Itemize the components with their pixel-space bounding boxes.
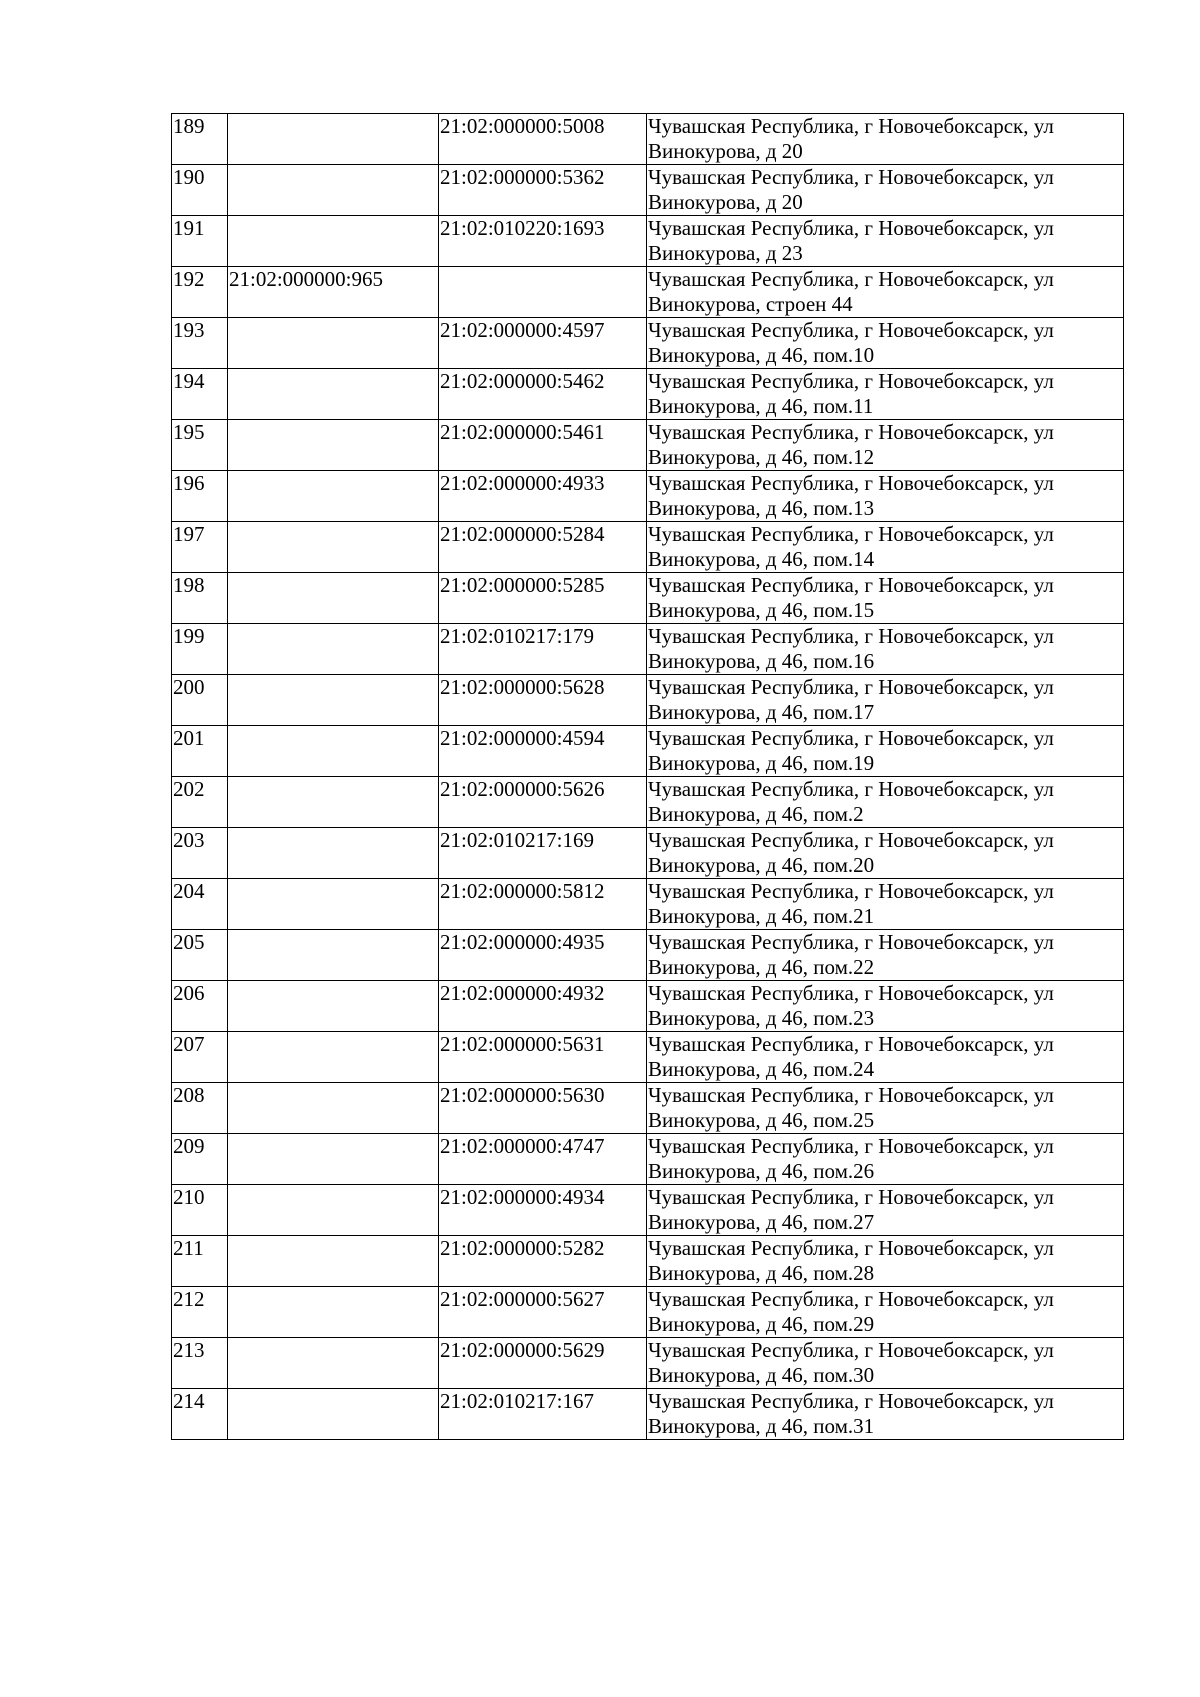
row-number-cell: 203 [172, 828, 228, 879]
row-number-cell: 190 [172, 165, 228, 216]
address-line: Винокурова, д 46, пом.29 [648, 1312, 875, 1336]
address-line: Винокурова, д 46, пом.21 [648, 904, 875, 928]
row-number-cell: 198 [172, 573, 228, 624]
row-number-cell: 194 [172, 369, 228, 420]
address-line: Чувашская Республика, г Новочебоксарск, ул [648, 216, 1054, 240]
address-line: Чувашская Республика, г Новочебоксарск, ул [648, 318, 1054, 342]
table-row [172, 318, 1124, 369]
address-line: Чувашская Республика, г Новочебоксарск, ул [648, 726, 1054, 750]
row-number-cell: 204 [172, 879, 228, 930]
cadastral-number-cell: 21:02:000000:965 [228, 267, 439, 318]
cadastral-number-cell: 21:02:000000:4934 [439, 1185, 647, 1236]
cadastral-number-cell: 21:02:000000:5285 [439, 573, 647, 624]
cadastral-number-cell: 21:02:000000:4933 [439, 471, 647, 522]
cadastral-number-cell: 21:02:010217:179 [439, 624, 647, 675]
address-line: Чувашская Республика, г Новочебоксарск, ул [648, 114, 1054, 138]
address-line: Чувашская Республика, г Новочебоксарск, ул [648, 981, 1054, 1005]
address-cell [647, 114, 1124, 165]
cadastral-number-cell [228, 318, 439, 369]
cadastral-number-cell: 21:02:000000:5462 [439, 369, 647, 420]
address-line: Винокурова, д 46, пом.23 [648, 1006, 875, 1030]
row-number-cell: 197 [172, 522, 228, 573]
cadastral-number-cell [228, 1134, 439, 1185]
address-line: Винокурова, д 46, пом.12 [648, 445, 875, 469]
cadastral-number-cell: 21:02:000000:5284 [439, 522, 647, 573]
table-row [172, 1134, 1124, 1185]
table-row [172, 1083, 1124, 1134]
cadastral-number-cell [228, 726, 439, 777]
address-line: Винокурова, д 46, пом.31 [648, 1414, 875, 1438]
table-body [172, 114, 1124, 1440]
address-line: Чувашская Республика, г Новочебоксарск, ул [648, 522, 1054, 546]
cadastral-number-cell [228, 828, 439, 879]
address-cell [647, 777, 1124, 828]
table-row [172, 828, 1124, 879]
address-line: Чувашская Республика, г Новочебоксарск, ул [648, 624, 1054, 648]
table-row [172, 726, 1124, 777]
address-cell [647, 420, 1124, 471]
address-line: Чувашская Республика, г Новочебоксарск, ул [648, 828, 1054, 852]
row-number-cell: 200 [172, 675, 228, 726]
cadastral-number-cell: 21:02:000000:5461 [439, 420, 647, 471]
row-number-cell: 205 [172, 930, 228, 981]
cadastral-number-cell: 21:02:000000:4932 [439, 981, 647, 1032]
row-number-cell: 199 [172, 624, 228, 675]
table-row [172, 1338, 1124, 1389]
cadastral-number-cell [228, 573, 439, 624]
cadastral-number-cell [228, 675, 439, 726]
address-cell [647, 318, 1124, 369]
table-row [172, 267, 1124, 318]
address-cell [647, 216, 1124, 267]
address-line: Чувашская Республика, г Новочебоксарск, ул [648, 1185, 1054, 1209]
address-line: Чувашская Республика, г Новочебоксарск, ул [648, 777, 1054, 801]
cadastral-number-cell: 21:02:000000:4747 [439, 1134, 647, 1185]
address-line: Винокурова, д 46, пом.13 [648, 496, 875, 520]
address-line: Винокурова, д 46, пом.2 [648, 802, 864, 826]
cadastral-number-cell: 21:02:010217:169 [439, 828, 647, 879]
address-cell [647, 1083, 1124, 1134]
cadastral-number-cell [228, 930, 439, 981]
table-row [172, 879, 1124, 930]
cadastral-number-cell [228, 1287, 439, 1338]
address-line: Чувашская Республика, г Новочебоксарск, ул [648, 879, 1054, 903]
table-row [172, 573, 1124, 624]
row-number-cell: 201 [172, 726, 228, 777]
address-line: Чувашская Республика, г Новочебоксарск, ул [648, 1338, 1054, 1362]
address-line: Винокурова, д 46, пом.10 [648, 343, 875, 367]
table-row [172, 624, 1124, 675]
table-row [172, 165, 1124, 216]
address-line: Винокурова, д 46, пом.19 [648, 751, 875, 775]
address-line: Винокурова, д 46, пом.14 [648, 547, 875, 571]
address-line: Чувашская Республика, г Новочебоксарск, ул [648, 420, 1054, 444]
table-row [172, 1287, 1124, 1338]
row-number-cell: 211 [172, 1236, 228, 1287]
address-line: Винокурова, д 46, пом.20 [648, 853, 875, 877]
cadastral-number-cell: 21:02:010217:167 [439, 1389, 647, 1440]
address-line: Винокурова, д 46, пом.17 [648, 700, 875, 724]
address-cell [647, 828, 1124, 879]
cadastral-number-cell: 21:02:000000:5626 [439, 777, 647, 828]
row-number-cell: 209 [172, 1134, 228, 1185]
address-line: Чувашская Республика, г Новочебоксарск, ул [648, 1032, 1054, 1056]
table-row [172, 471, 1124, 522]
row-number-cell: 195 [172, 420, 228, 471]
address-cell [647, 726, 1124, 777]
address-cell [647, 1389, 1124, 1440]
cadastral-number-cell: 21:02:000000:5628 [439, 675, 647, 726]
table-row [172, 522, 1124, 573]
table-row [172, 777, 1124, 828]
address-line: Чувашская Республика, г Новочебоксарск, ул [648, 165, 1054, 189]
address-cell [647, 1032, 1124, 1083]
address-line: Чувашская Республика, г Новочебоксарск, ул [648, 1287, 1054, 1311]
address-line: Винокурова, д 46, пом.16 [648, 649, 875, 673]
address-line: Винокурова, д 46, пом.25 [648, 1108, 875, 1132]
cadastral-number-cell: 21:02:000000:5812 [439, 879, 647, 930]
address-cell [647, 573, 1124, 624]
cadastral-number-cell [228, 1083, 439, 1134]
address-cell [647, 675, 1124, 726]
address-cell [647, 624, 1124, 675]
address-cell [647, 471, 1124, 522]
cadastral-number-cell [228, 777, 439, 828]
address-line: Чувашская Республика, г Новочебоксарск, ул [648, 1134, 1054, 1158]
table-row [172, 930, 1124, 981]
property-table [171, 113, 1124, 1440]
cadastral-number-cell [228, 420, 439, 471]
address-line: Чувашская Республика, г Новочебоксарск, ул [648, 1236, 1054, 1260]
cadastral-number-cell: 21:02:000000:5008 [439, 114, 647, 165]
address-line: Чувашская Республика, г Новочебоксарск, ул [648, 930, 1054, 954]
cadastral-number-cell [228, 1185, 439, 1236]
cadastral-number-cell [228, 114, 439, 165]
row-number-cell: 214 [172, 1389, 228, 1440]
address-cell [647, 1287, 1124, 1338]
address-line: Винокурова, д 46, пом.26 [648, 1159, 875, 1183]
cadastral-number-cell [228, 471, 439, 522]
cadastral-number-cell [228, 1236, 439, 1287]
address-cell [647, 369, 1124, 420]
row-number-cell: 196 [172, 471, 228, 522]
row-number-cell: 202 [172, 777, 228, 828]
address-line: Винокурова, д 46, пом.27 [648, 1210, 875, 1234]
table-row [172, 216, 1124, 267]
table-row [172, 420, 1124, 471]
address-cell [647, 1236, 1124, 1287]
address-line: Винокурова, д 20 [648, 139, 803, 163]
row-number-cell: 207 [172, 1032, 228, 1083]
table-row [172, 114, 1124, 165]
table-row [172, 1389, 1124, 1440]
address-line: Чувашская Республика, г Новочебоксарск, ул [648, 267, 1054, 291]
table-row [172, 675, 1124, 726]
cadastral-number-cell [228, 879, 439, 930]
address-line: Чувашская Республика, г Новочебоксарск, ул [648, 471, 1054, 495]
address-cell [647, 165, 1124, 216]
cadastral-number-cell [228, 1338, 439, 1389]
address-line: Чувашская Республика, г Новочебоксарск, ул [648, 1389, 1054, 1413]
cadastral-number-cell [228, 369, 439, 420]
cadastral-number-cell: 21:02:000000:4935 [439, 930, 647, 981]
table-row [172, 1032, 1124, 1083]
address-line: Винокурова, д 46, пом.11 [648, 394, 874, 418]
cadastral-number-cell: 21:02:000000:5627 [439, 1287, 647, 1338]
row-number-cell: 210 [172, 1185, 228, 1236]
address-line: Винокурова, д 20 [648, 190, 803, 214]
address-line: Винокурова, д 46, пом.30 [648, 1363, 875, 1387]
row-number-cell: 193 [172, 318, 228, 369]
cadastral-number-cell: 21:02:000000:4597 [439, 318, 647, 369]
cadastral-number-cell [228, 165, 439, 216]
cadastral-number-cell: 21:02:000000:4594 [439, 726, 647, 777]
address-line: Чувашская Республика, г Новочебоксарск, ул [648, 573, 1054, 597]
cadastral-number-cell: 21:02:000000:5362 [439, 165, 647, 216]
cadastral-number-cell: 21:02:000000:5629 [439, 1338, 647, 1389]
cadastral-number-cell [228, 522, 439, 573]
cadastral-number-cell [228, 1032, 439, 1083]
address-cell [647, 267, 1124, 318]
row-number-cell: 191 [172, 216, 228, 267]
row-number-cell: 189 [172, 114, 228, 165]
address-cell [647, 522, 1124, 573]
row-number-cell: 206 [172, 981, 228, 1032]
cadastral-number-cell: 21:02:010220:1693 [439, 216, 647, 267]
address-cell [647, 879, 1124, 930]
table-row [172, 1236, 1124, 1287]
address-line: Чувашская Республика, г Новочебоксарск, ул [648, 1083, 1054, 1107]
cadastral-number-cell: 21:02:000000:5282 [439, 1236, 647, 1287]
cadastral-number-cell [228, 216, 439, 267]
row-number-cell: 212 [172, 1287, 228, 1338]
row-number-cell: 213 [172, 1338, 228, 1389]
address-line: Винокурова, д 46, пом.15 [648, 598, 875, 622]
table-row [172, 981, 1124, 1032]
cadastral-number-cell [228, 981, 439, 1032]
cadastral-number-cell: 21:02:000000:5630 [439, 1083, 647, 1134]
address-line: Чувашская Республика, г Новочебоксарск, ул [648, 675, 1054, 699]
row-number-cell: 208 [172, 1083, 228, 1134]
address-line: Чувашская Республика, г Новочебоксарск, ул [648, 369, 1054, 393]
cadastral-number-cell [228, 1389, 439, 1440]
row-number-cell: 192 [172, 267, 228, 318]
address-line: Винокурова, д 46, пом.24 [648, 1057, 875, 1081]
address-line: Винокурова, д 23 [648, 241, 803, 265]
address-cell [647, 1134, 1124, 1185]
address-line: Винокурова, строен 44 [648, 292, 853, 316]
table-row [172, 1185, 1124, 1236]
cadastral-number-cell [439, 267, 647, 318]
address-cell [647, 1185, 1124, 1236]
address-cell [647, 930, 1124, 981]
cadastral-number-cell: 21:02:000000:5631 [439, 1032, 647, 1083]
address-cell [647, 981, 1124, 1032]
address-line: Винокурова, д 46, пом.22 [648, 955, 875, 979]
table-row [172, 369, 1124, 420]
cadastral-number-cell [228, 624, 439, 675]
address-line: Винокурова, д 46, пом.28 [648, 1261, 875, 1285]
address-cell [647, 1338, 1124, 1389]
